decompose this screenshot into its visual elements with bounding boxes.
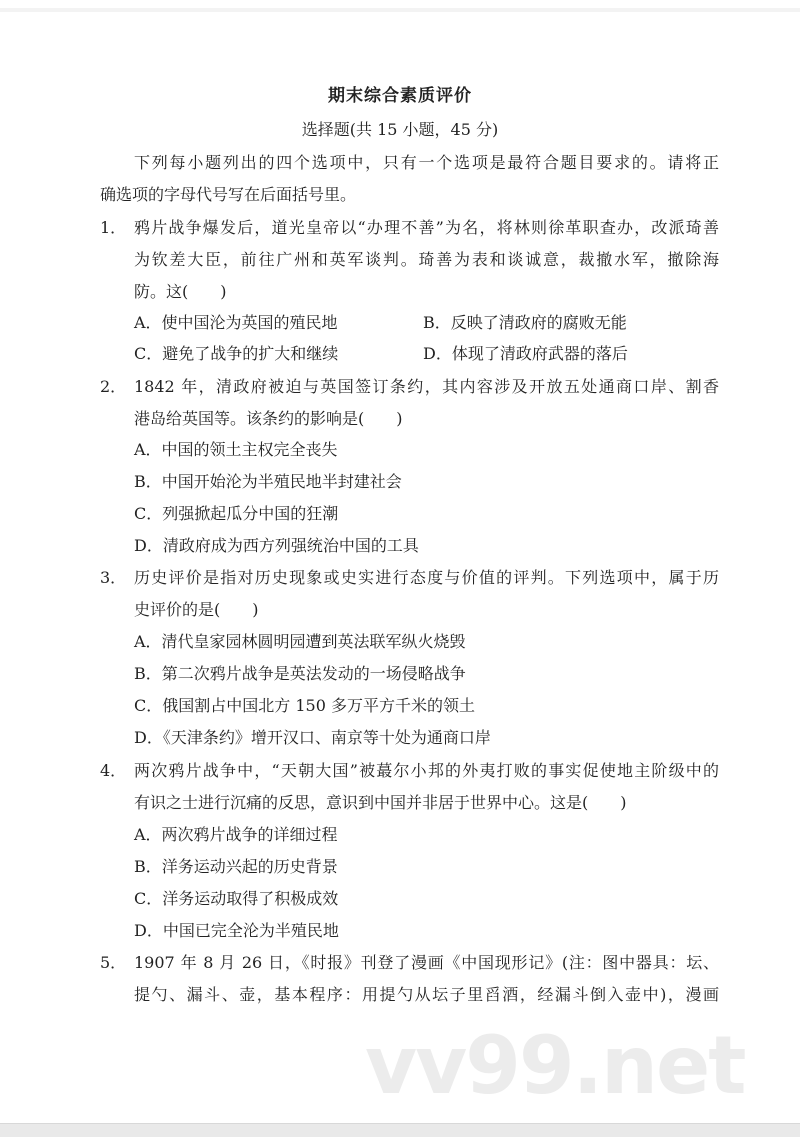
question-number: 5． [100,953,127,972]
question-text: 1842 年，清政府被迫与英国签订条约，其内容涉及开放五处通商口岸、割香 [134,377,719,396]
section-heading: 选择题(共 15 小题，45 分) [301,120,499,139]
option: B．第二次鸦片战争是英法发动的一场侵略战争 [134,664,466,683]
option: D．体现了清政府武器的落后 [423,344,628,363]
intro-line: 确选项的字母代号写在后面括号里。 [100,185,357,204]
option: B．中国开始沦为半殖民地半封建社会 [134,472,402,491]
page-top-band [0,8,800,12]
option: C．避免了战争的扩大和继续 [134,344,339,363]
question-number: 1． [100,218,127,237]
question-text: 两次鸦片战争中，“天朝大国”被蕞尔小邦的外夷打败的事实促使地主阶级中的 [134,761,719,780]
option: C．洋务运动取得了积极成效 [134,889,339,908]
option: A．清代皇家园林圆明园遭到英法联军纵火烧毁 [134,632,466,651]
option: D．清政府成为西方列强统治中国的工具 [134,536,419,555]
question-text: 有识之士进行沉痛的反思，意识到中国并非居于世界中心。这是( ) [134,793,627,812]
question-text: 港岛给英国等。该条约的影响是( ) [134,409,403,428]
intro-line: 下列每小题列出的四个选项中，只有一个选项是最符合题目要求的。请将正 [134,153,719,172]
question-text: 防。这( ) [134,282,227,301]
question-number: 4． [100,761,127,780]
option: C．列强掀起瓜分中国的狂潮 [134,504,339,523]
question-text: 史评价的是( ) [134,600,259,619]
option: A．两次鸦片战争的详细过程 [134,825,338,844]
question-text: 1907 年 8 月 26 日，《时报》刊登了漫画《中国现形记》(注：图中器具：坛、 [134,953,719,972]
option: D．中国已完全沦为半殖民地 [134,921,339,940]
option: B．反映了清政府的腐败无能 [423,313,627,332]
document-title: 期末综合素质评价 [328,86,472,106]
question-number: 3． [100,568,127,587]
question-text: 鸦片战争爆发后，道光皇帝以“办理不善”为名，将林则徐革职查办，改派琦善 [134,218,719,237]
watermark: vv99.net [365,1019,745,1112]
option: A．中国的领土主权完全丧失 [134,440,338,459]
question-text: 为钦差大臣，前往广州和英军谈判。琦善为表和谈诚意，裁撤水军，撤除海 [134,250,719,269]
option: B．洋务运动兴起的历史背景 [134,857,338,876]
option: D．《天津条约》增开汉口、南京等十处为通商口岸 [134,728,491,747]
question-text: 历史评价是指对历史现象或史实进行态度与价值的评判。下列选项中，属于历 [134,568,719,587]
question-text: 提勺、漏斗、壶，基本程序：用提勺从坛子里舀酒，经漏斗倒入壶中)，漫画 [134,985,719,1004]
question-number: 2． [100,377,127,396]
option: A．使中国沦为英国的殖民地 [134,313,338,332]
option: C．俄国割占中国北方 150 多万平方千米的领土 [134,696,475,715]
